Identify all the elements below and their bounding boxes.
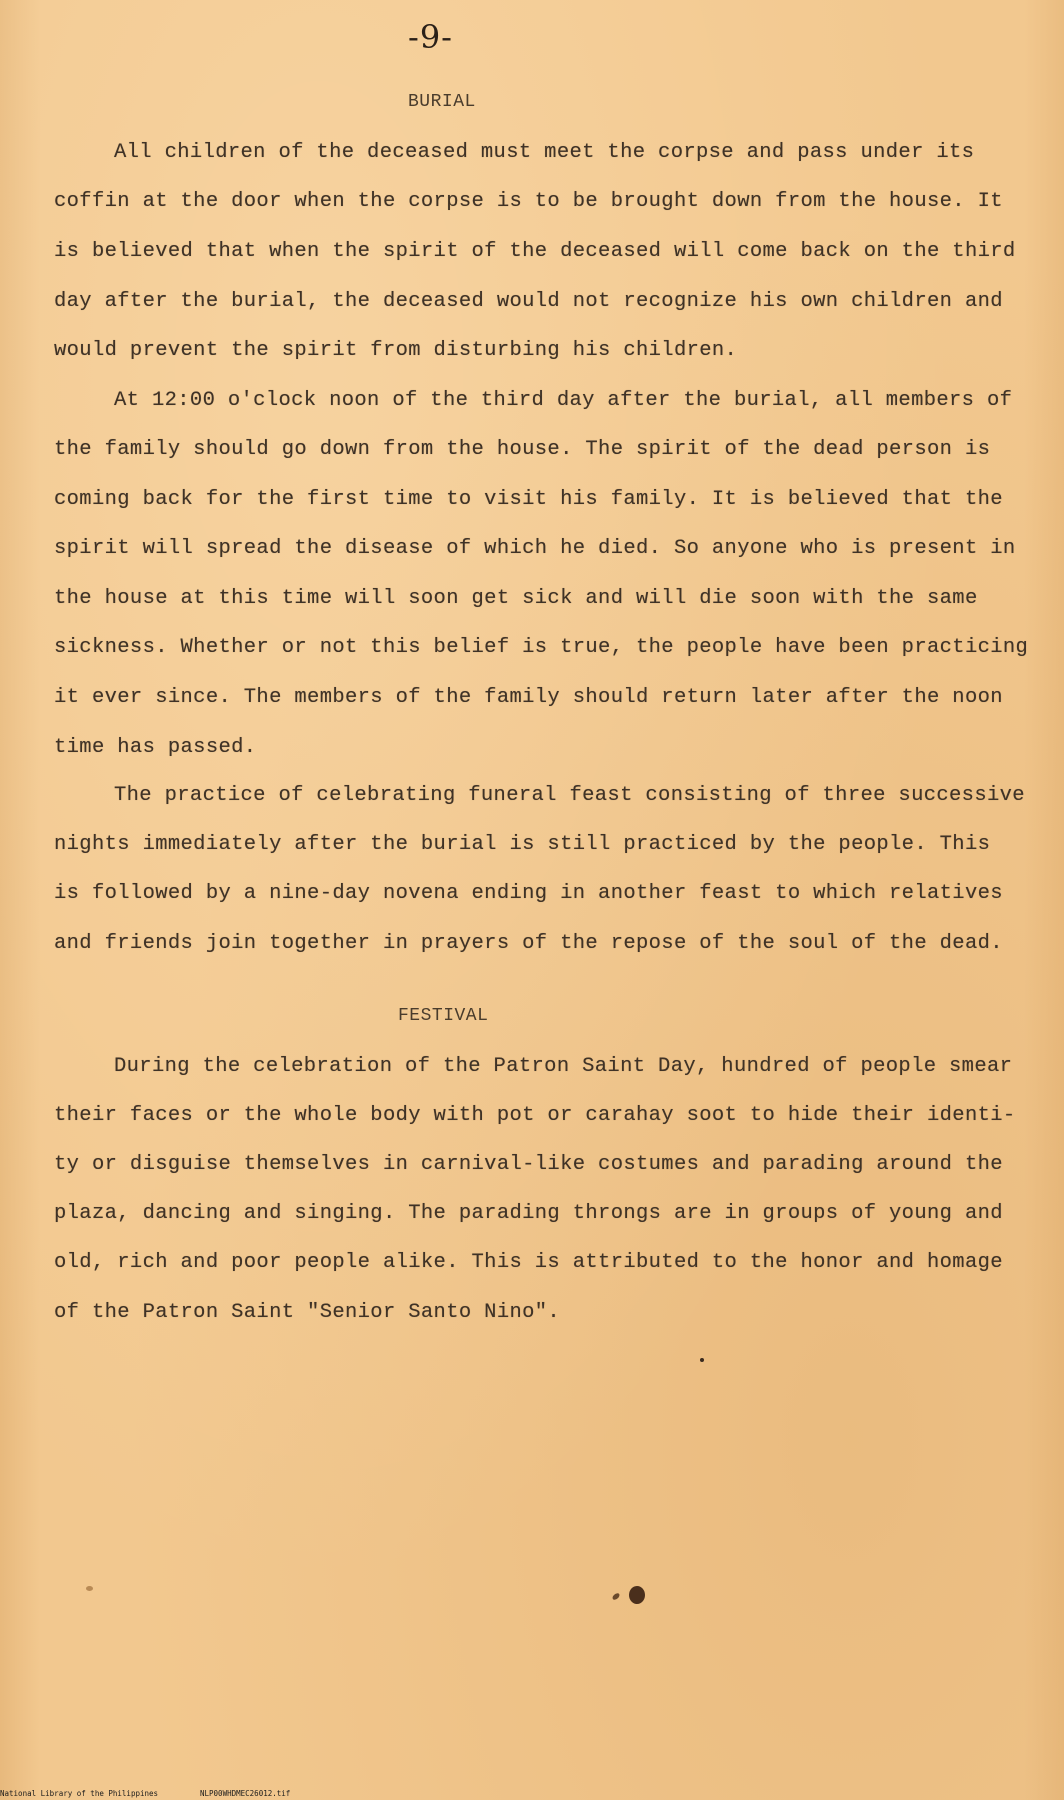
- paragraph-line: the house at this time will soon get sick and will die soon with the same: [54, 587, 978, 610]
- paragraph-line: would prevent the spirit from disturbing his children.: [54, 339, 738, 362]
- paragraph-line: and friends join together in prayers of the repose of the soul of the dead.: [54, 932, 1003, 955]
- paragraph-line: During the celebration of the Patron Saint Day, hundred of people smear: [114, 1055, 1013, 1078]
- paragraph-line: nights immediately after the burial is still practiced by the people. This: [54, 833, 991, 856]
- page-number: -9-: [408, 18, 453, 56]
- paper-spot: [86, 1586, 93, 1591]
- footer-filename: NLP00WHDMEC26012.tif: [200, 1789, 291, 1798]
- paragraph-line: All children of the deceased must meet the corpse and pass under its: [114, 141, 975, 164]
- paragraph-line: coming back for the first time to visit his family. It is believed that the: [54, 488, 1003, 511]
- paragraph-line: sickness. Whether or not this belief is true, the people have been practicing: [54, 636, 1029, 659]
- paragraph-line: At 12:00 o'clock noon of the third day after the burial, all members of: [114, 389, 1013, 412]
- paragraph-line: day after the burial, the deceased would not recognize his own children and: [54, 290, 1003, 313]
- ink-speck: [700, 1358, 704, 1362]
- footer-library: National Library of the Philippines: [0, 1789, 159, 1798]
- paragraph-line: time has passed.: [54, 736, 257, 759]
- paragraph-line: coffin at the door when the corpse is to be brought down from the house. It: [54, 190, 1003, 213]
- paragraph-line: is followed by a nine-day novena ending in another feast to which relatives: [54, 882, 1003, 905]
- paragraph-line: ty or disguise themselves in carnival-like costumes and parading around the: [54, 1153, 1003, 1176]
- paragraph-line: The practice of celebrating funeral feast consisting of three successive: [114, 784, 1025, 807]
- paragraph-line: plaza, dancing and singing. The parading throngs are in groups of young and: [54, 1202, 1003, 1225]
- paragraph-line: spirit will spread the disease of which he died. So anyone who is present in: [54, 537, 1016, 560]
- paragraph-line: the family should go down from the house. The spirit of the dead person is: [54, 438, 991, 461]
- section-heading-festival: FESTIVAL: [398, 1006, 489, 1026]
- stain-mark: [629, 1586, 645, 1604]
- stain-mark: [611, 1592, 620, 1601]
- paragraph-line: their faces or the whole body with pot or carahay soot to hide their identi-: [54, 1104, 1016, 1127]
- section-heading-burial: BURIAL: [408, 92, 476, 112]
- paragraph-line: is believed that when the spirit of the deceased will come back on the third: [54, 240, 1016, 263]
- paragraph-line: old, rich and poor people alike. This is attributed to the honor and homage: [54, 1251, 1003, 1274]
- paragraph-line: of the Patron Saint "Senior Santo Nino".: [54, 1301, 561, 1324]
- paragraph-line: it ever since. The members of the family should return later after the noon: [54, 686, 1003, 709]
